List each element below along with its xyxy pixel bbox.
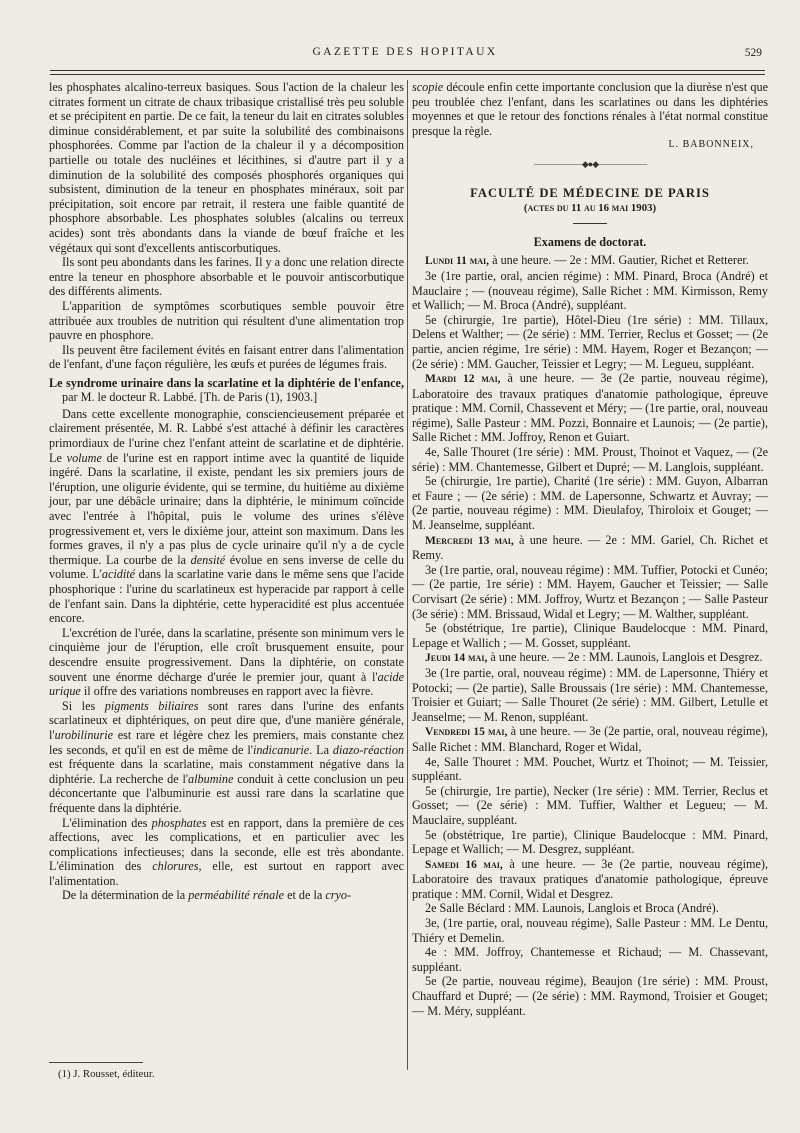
page-header bbox=[40, 42, 770, 72]
short-rule bbox=[573, 223, 607, 224]
exam-entry: 4e, Salle Thouret (1re série) : MM. Proust, Thoinot et Vaquez, — (2e série) : MM. Chantemesse, Gilbert et Dupré; — M. Langlois, suppléant. bbox=[412, 445, 768, 474]
author-signature: L. BABONNEIX, bbox=[668, 139, 754, 151]
left-column bbox=[49, 80, 404, 1120]
emphasis: diazo-réaction bbox=[332, 742, 405, 757]
journal-title: GAZETTE DES HOPITAUX bbox=[312, 46, 498, 58]
exam-entry: 3e, (1re partie, oral, nouveau régime), Salle Pasteur : MM. Le Dentu, Thiéry et Demelin. bbox=[412, 916, 768, 945]
emphasis: albumine bbox=[188, 771, 234, 786]
exam-entry: 5e (obstétrique, 1re partie), Clinique Baudelocque : MM. Pinard, Lepage et Wallich; — M. Desgrez, suppléant. bbox=[412, 827, 768, 857]
exam-entry: 3e (1re partie, oral, nouveau régime) : MM. Tuffier, Potocki et Cunéo; — (2e partie, 1re série) : MM. Hayem, Gaucher et Teissier; — Salle Corvisart (2e série) : MM. Joffroy, Wurtz et Bezançon ; — Salle Pasteur (3e série) : MM. Brissaud, Widal et Legry; — M. Walther, suppléant. bbox=[412, 562, 768, 621]
section-subheading: (actes du 11 au 16 mai 1903) bbox=[523, 202, 657, 215]
exam-entry bbox=[412, 533, 768, 563]
text-run: est fréquente dans la scarlatine, mais constamment négative dans la diphtérie. La recherche de l' bbox=[49, 757, 404, 786]
paragraph: Ils peuvent être facilement évités en faisant entrer dans l'alimentation de l'enfant, d'une façon régulière, les œufs et purées de légumes frais. bbox=[49, 342, 404, 372]
text-run: à une heure. — 2e : MM. Gariel, Ch. Richet et Remy. bbox=[412, 532, 768, 563]
emphasis: chlorures bbox=[152, 859, 199, 874]
text-run: , elle, est surtout en rapport avec l'alimentation. bbox=[49, 859, 404, 888]
text-run: L'excrétion de l'urée, dans la scarlatine, présente son minimum vers le cinquième jour de l'éruption, elle croît brusquement ensuite, pour descendre ensuite progressivement. Dans la diphtérie, on constate souvent une énorme décharge d'urée le premier jour, quant à l' bbox=[49, 625, 404, 684]
exam-entry: 4e : MM. Joffroy, Chantemesse et Richaud; — M. Chassevant, suppléant. bbox=[412, 945, 768, 974]
exam-entry: 4e, Salle Thouret : MM. Pouchet, Wurtz et Thoinot; — M. Teissier, suppléant. bbox=[412, 754, 768, 784]
exam-entry bbox=[412, 650, 768, 666]
text-run: Si les bbox=[62, 698, 105, 713]
text-run: est rare et légère chez les premiers, mais constante chez les seconds, et qu'il en est de même de l' bbox=[49, 727, 404, 757]
text-run: découle enfin cette importante conclusion que la diurèse n'est que peu troublée chez l'enfant, dans les scarlatines ou dans les diphtéries moyennes et que le retour des fonctions rénales à l'état normal constitue presque la règle. bbox=[412, 80, 768, 138]
text-run: est en rapport, dans la première de ces affections, avec les complications, et en particulier avec les complications infectieuses; dans la seconde, elle est très abondante. L'élimination des bbox=[49, 815, 404, 874]
text-run: et de la bbox=[284, 888, 326, 903]
text-run: à une heure. — 3e (2e partie, nouveau régime), Laboratoire des travaux pratiques d'anatomie pathologique, épreuve pratique : MM. Cornil, Chassevent et Méry; — (1re partie, oral, nouveau régime), Salle Pasteur : MM. Pozzi, Bonnaire et Launois; — (2e partie), Salle Richet : MM. Joffroy, Renon et Guiart. bbox=[412, 371, 768, 445]
ornament-divider: ——————◆●◆—————— bbox=[533, 158, 647, 169]
section-heading: FACULTÉ DE MÉDECINE DE PARIS bbox=[470, 185, 710, 200]
paragraph bbox=[49, 407, 404, 626]
paragraph bbox=[412, 80, 768, 138]
day-label: Mardi 12 mai, bbox=[425, 373, 501, 386]
exam-entry bbox=[412, 371, 768, 445]
emphasis: densité bbox=[190, 552, 226, 567]
emphasis: perméabilité rénale bbox=[188, 888, 285, 903]
header-rule-top bbox=[50, 70, 765, 71]
text-run: dans la scarlatine varie dans le même sens que l'acide phosphorique : l'urine du scarlatineux est hyperacide par rapport à celle de l'enfant sain. Dans la diphtérie, cette hyperacidité est plus accentuée encore. bbox=[49, 567, 404, 626]
emphasis: scopie bbox=[412, 80, 444, 94]
paragraph: les phosphates alcalino-terreux basiques. Sous l'action de la chaleur les citrates forment un citrate de chaux tribasique cristallisé très peu soluble et se précipitent en partie. De ce fait, la teneur du lait en citrates solubles diminue considérablement, et par suite la solubilité des combinaisons phosphorées. Comme par l'action de la chaleur il y a décomposition partielle ou totale des nucléines et lécithines, si d'autre part il y a diminution de la solubilité des composés phosphorés organiques qui subsistent, diminution de la teneur en phosphates minéraux, soit par précipitation, soit encore par retrait, il restera une faible quantité de phosphore absorbable. Les phosphates solubles (alcalins ou terreux acides) sont très abondants dans la viande de bœuf fraîche et les végétaux qui sont d'excellents antiscorbutiques. bbox=[49, 80, 404, 255]
right-column bbox=[412, 80, 768, 1120]
text-run: à une heure. — 3e (2e partie, nouveau régime), Laboratoire des travaux pratiques d'anatomie pathologique, épreuve pratique : MM. Cornil, Widal et Desgrez. bbox=[412, 856, 768, 901]
text-run: il offre des variations nombreuses en rapport avec la fièvre. bbox=[80, 684, 374, 699]
text-run: Dans cette excellente monographie, consciencieusement préparée et clairement présentée, M. R. Labbé s'est attaché à définir les caractères primordiaux de l'urine chez l'enfant atteint de scarlatine et de diphtérie. Le bbox=[49, 406, 404, 465]
exam-entry bbox=[412, 857, 768, 902]
text-run: . La bbox=[309, 742, 333, 757]
emphasis: acidité bbox=[101, 567, 136, 582]
text-run: à une heure. — 2e : MM. Gautier, Richet et Retterer. bbox=[489, 253, 749, 268]
day-label: Jeudi 14 mai, bbox=[425, 652, 488, 665]
emphasis: urobilinurie bbox=[54, 727, 114, 742]
footnote: (1) J. Rousset, éditeur. bbox=[58, 1068, 155, 1080]
review-author: par M. le docteur R. Labbé. [Th. de Paris (1), 1903.] bbox=[62, 389, 318, 404]
text-run: De la détermination de la bbox=[62, 888, 189, 903]
day-label: Vendredi 15 mai, bbox=[425, 726, 508, 739]
emphasis: phosphates bbox=[151, 815, 207, 830]
text-run: à une heure. — 3e (2e partie, oral, nouveau régime), Salle Richet : MM. Blanchard, Roger et Widal, bbox=[412, 724, 768, 754]
exams-heading: Examens de doctorat. bbox=[533, 234, 647, 249]
exam-entry: 3e (1re partie, oral, ancien régime) : MM. Pinard, Broca (André) et Mauclaire ; — (nouveau régime), Salle Richet : MM. Kirmisson, Remy et Wallich; — M. Broca (André), suppléant. bbox=[412, 268, 768, 313]
emphasis: pigments biliaires bbox=[104, 698, 199, 713]
text-run: de l'urine est en rapport intime avec la quantité de liquide ingéré. Dans la scarlatine, il existe, pendant les six premiers jours de l'éruption, une oligurie évidente, qui se termine, du huitième au dixième jour, par une débâcle urinaire; dans la diphtérie, le minimum coïncide avec l'entrée à l'hôpital, puis le volume des urines s'élève progressivement et, vers le dixième jour, atteint son maximum. Dans les formes graves, il n'y a pas plus de cycle urinaire qu'il n'y a de cycle thermique. La courbe de la bbox=[49, 450, 405, 567]
exam-entry: 5e (obstétrique, 1re partie), Clinique Baudelocque : MM. Pinard, Lepage et Wallich ; — M. Gosset, suppléant. bbox=[412, 621, 768, 650]
emphasis: acide urique bbox=[49, 669, 404, 699]
text-run: L'élimination des bbox=[62, 815, 152, 830]
column-divider bbox=[407, 80, 408, 1070]
day-label: Mercredi 13 mai, bbox=[425, 534, 514, 547]
text-run: sont rares dans l'urine des enfants scarlatineux et diphtériques, on peut dire que, d'une manière générale, l' bbox=[49, 698, 405, 742]
paragraph: L'apparition de symptômes scorbutiques semble pouvoir être attribuée aux troubles de nutrition qui résultent d'une alimentation trop pauvre en phosphore. bbox=[49, 298, 404, 343]
exam-entry: 5e (chirurgie, 1re partie), Hôtel-Dieu (1re série) : MM. Tillaux, Delens et Walther; — (2e série) : MM. Terrier, Reclus et Gosset; — (2e partie, ancien régime, 1re série) : MM. Hayem, Roger et Bezançon; — (2e série) : MM. Gaucher, Teissier et Legry; — M. Legueu, suppléant. bbox=[412, 312, 768, 371]
text-run: évolue en sens inverse de celle du volume. L' bbox=[49, 552, 404, 582]
exam-entry: 5e (2e partie, nouveau régime), Beaujon (1re série) : MM. Proust, Chauffard et Dupré; — (2e série) : MM. Raymond, Troisier et Gouget; — M. Méry, suppléant. bbox=[412, 974, 768, 1018]
paragraph bbox=[49, 699, 404, 816]
header-rule-bottom bbox=[50, 74, 765, 75]
footnote-rule bbox=[49, 1062, 143, 1063]
paragraph: Ils sont peu abondants dans les farines. Il y a donc une relation directe entre la teneur en phosphore absorbable et le pouvoir antiscorbutique des différents aliments. bbox=[49, 255, 404, 299]
day-label: Lundi 11 mai, bbox=[425, 255, 490, 268]
exam-entry: 2e Salle Béclard : MM. Launois, Langlois et Broca (André). bbox=[425, 901, 719, 916]
emphasis: volume bbox=[66, 450, 102, 465]
text-run: conduit à cette conclusion un peu déconcertante que l'albuminurie est aussi rare dans la scarlatine que fréquente dans la diphtérie. bbox=[49, 771, 404, 815]
review-title: Le syndrome urinaire dans la scarlatine et la diphtérie de l'enfance, bbox=[49, 375, 404, 390]
exam-entry bbox=[412, 724, 768, 754]
day-label: Samedi 16 mai, bbox=[425, 858, 503, 871]
exam-entry bbox=[412, 253, 768, 269]
exam-entry: 5e (chirurgie, 1re partie), Necker (1re série) : MM. Terrier, Reclus et Gosset; — (2e série) : MM. Tuffier, Walther et Legueu; — M. Mauclaire, suppléant. bbox=[412, 783, 768, 827]
review-heading bbox=[49, 376, 404, 404]
emphasis: cryo- bbox=[325, 888, 352, 903]
emphasis: indicanurie bbox=[252, 742, 310, 757]
paragraph bbox=[49, 888, 404, 903]
exam-entry: 3e (1re partie, oral, nouveau régime) : MM. de Lapersonne, Thiéry et Potocki; — (2e partie), Salle Broussais (1re série) : MM. Chantemesse, Troisier et Guiart; — Salle Thouret (2e série) : MM. Gilbert, Letulle et Jeanselme; — M. Renon, suppléant. bbox=[412, 665, 768, 724]
exam-entry: 5e (chirurgie, 1re partie), Charité (1re série) : MM. Guyon, Albarran et Faure ; — (2e série) : MM. de Lapersonne, Schwartz et Auvray; — (2e partie, nouveau régime) : MM. Dieulafoy, Thiroloix et Gouget; — M. Jeanselme, suppléant. bbox=[412, 474, 768, 533]
page-number: 529 bbox=[744, 47, 762, 59]
paragraph bbox=[49, 816, 404, 889]
paragraph bbox=[49, 626, 404, 699]
text-run: à une heure. — 2e : MM. Launois, Langlois et Desgrez. bbox=[487, 650, 763, 665]
